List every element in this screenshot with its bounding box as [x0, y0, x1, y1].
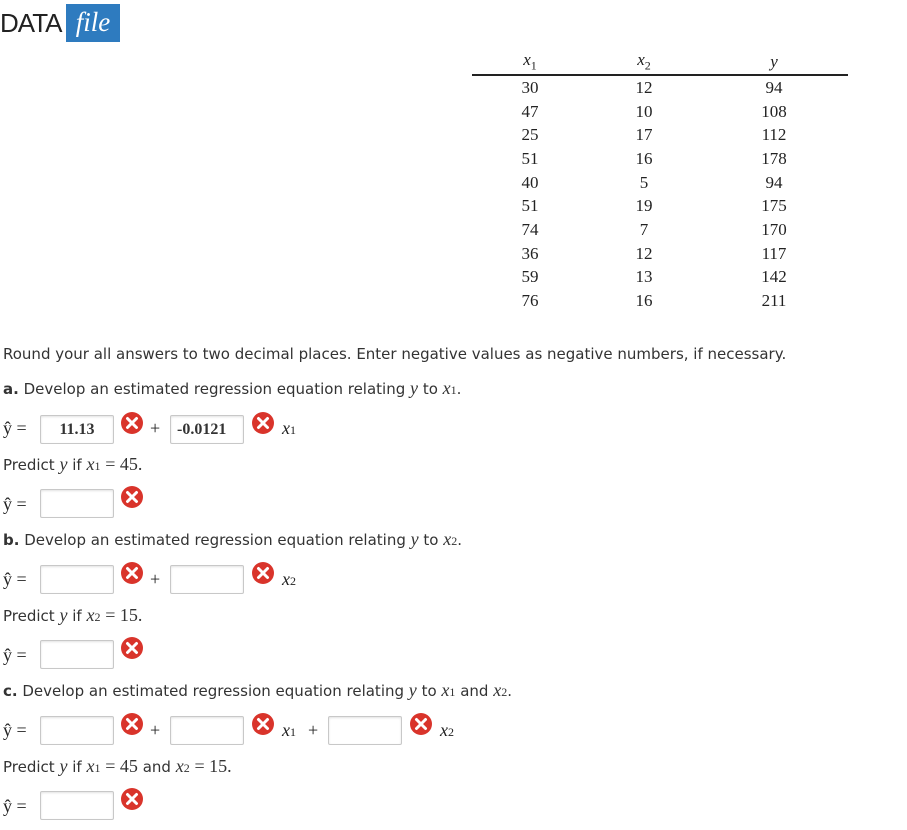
part-b-intercept-input[interactable]	[40, 565, 114, 594]
table-row	[472, 147, 848, 171]
header-x2: $x_2$	[588, 50, 700, 75]
instructions: Round your all answers to two decimal places. Enter negative values as negative numbers, if necessary.	[3, 345, 787, 363]
table-cell: 36	[521, 243, 539, 263]
table-cell: 16	[635, 148, 653, 168]
table-cell: 19	[635, 196, 653, 216]
table-cell: 17	[635, 125, 653, 145]
table-row	[472, 242, 848, 266]
table-cell: 211	[761, 291, 787, 311]
part-b-prompt: b. Develop an estimated regression equation relating y to x2.	[3, 529, 463, 549]
yhat-label-a-pred: ŷ =	[3, 494, 27, 514]
plus-sign: +	[150, 418, 161, 438]
table-cell: 7	[639, 219, 649, 239]
yhat-label-c: ŷ =	[3, 720, 27, 740]
x2-term: x2	[282, 569, 296, 589]
header-y: y	[700, 50, 848, 75]
table-cell: 76	[521, 291, 539, 311]
table-row	[472, 171, 848, 195]
table-row	[472, 100, 848, 124]
table-cell: 74	[521, 219, 539, 239]
table-row	[472, 123, 848, 147]
part-b-predict-prompt: Predict y if x2 = 15.	[3, 605, 143, 625]
error-icon	[120, 411, 144, 435]
error-icon	[251, 712, 275, 736]
table-row	[472, 218, 848, 242]
error-icon	[251, 411, 275, 435]
table-cell: 30	[521, 77, 539, 97]
yhat-label-c-pred: ŷ =	[3, 796, 27, 816]
table-cell: 112	[761, 125, 787, 145]
datafile-logo-data: DATA	[0, 8, 62, 38]
part-c-predict-prompt: Predict y if x1 = 45 and x2 = 15.	[3, 756, 232, 776]
datafile-logo-file: file	[66, 4, 120, 42]
table-cell: 108	[761, 101, 787, 121]
table-row	[472, 75, 848, 100]
yhat-label-b-pred: ŷ =	[3, 645, 27, 665]
table-cell: 51	[521, 196, 539, 216]
table-cell: 5	[639, 172, 649, 192]
part-a-prediction-input[interactable]	[40, 489, 114, 518]
error-icon	[409, 712, 433, 736]
x1-term: x1	[282, 720, 296, 740]
plus-sign: +	[308, 720, 319, 740]
part-c-intercept-input[interactable]	[40, 716, 114, 745]
error-icon	[120, 636, 144, 660]
x1-term: x1	[282, 418, 296, 438]
plus-sign: +	[150, 569, 161, 589]
table-cell: 142	[761, 267, 787, 287]
table-cell: 94	[765, 77, 783, 97]
header-x1: $x_1$	[472, 50, 588, 75]
table-cell: 10	[635, 101, 653, 121]
x2-term: x2	[440, 720, 454, 740]
part-c-x2-coef-input[interactable]	[328, 716, 402, 745]
table-cell: 40	[521, 172, 539, 192]
table-header-row	[472, 50, 848, 75]
table-cell: 13	[635, 267, 653, 287]
error-icon	[251, 561, 275, 585]
table-cell: 51	[521, 148, 539, 168]
part-c-x1-coef-input[interactable]	[170, 716, 244, 745]
part-a-predict-prompt: Predict y if x1 = 45.	[3, 454, 143, 474]
plus-sign: +	[150, 720, 161, 740]
part-c-prediction-input[interactable]	[40, 791, 114, 820]
part-b-prediction-input[interactable]	[40, 640, 114, 669]
table-cell: 12	[635, 243, 653, 263]
part-a-x1-coef-input[interactable]: -0.0121	[170, 415, 244, 444]
table-cell: 170	[761, 219, 787, 239]
part-b-x2-coef-input[interactable]	[170, 565, 244, 594]
table-cell: 59	[521, 267, 539, 287]
table-cell: 94	[765, 172, 783, 192]
table-row	[472, 266, 848, 290]
table-cell: 47	[521, 101, 539, 121]
yhat-label-a: ŷ =	[3, 418, 27, 438]
table-cell: 25	[521, 125, 539, 145]
table-row	[472, 289, 848, 313]
error-icon	[120, 787, 144, 811]
error-icon	[120, 712, 144, 736]
error-icon	[120, 561, 144, 585]
table-row	[472, 194, 848, 218]
table-cell: 12	[635, 77, 653, 97]
table-cell: 175	[761, 196, 787, 216]
error-icon	[120, 485, 144, 509]
table-cell: 117	[761, 243, 787, 263]
part-a-intercept-input[interactable]: 11.13	[40, 415, 114, 444]
table-cell: 16	[635, 291, 653, 311]
part-c-prompt: c. Develop an estimated regression equation relating y to x1 and x2.	[3, 680, 512, 700]
table-cell: 178	[761, 148, 787, 168]
yhat-label-b: ŷ =	[3, 569, 27, 589]
data-table	[472, 50, 848, 313]
part-a-prompt: a. Develop an estimated regression equation relating y to x1.	[3, 378, 462, 398]
